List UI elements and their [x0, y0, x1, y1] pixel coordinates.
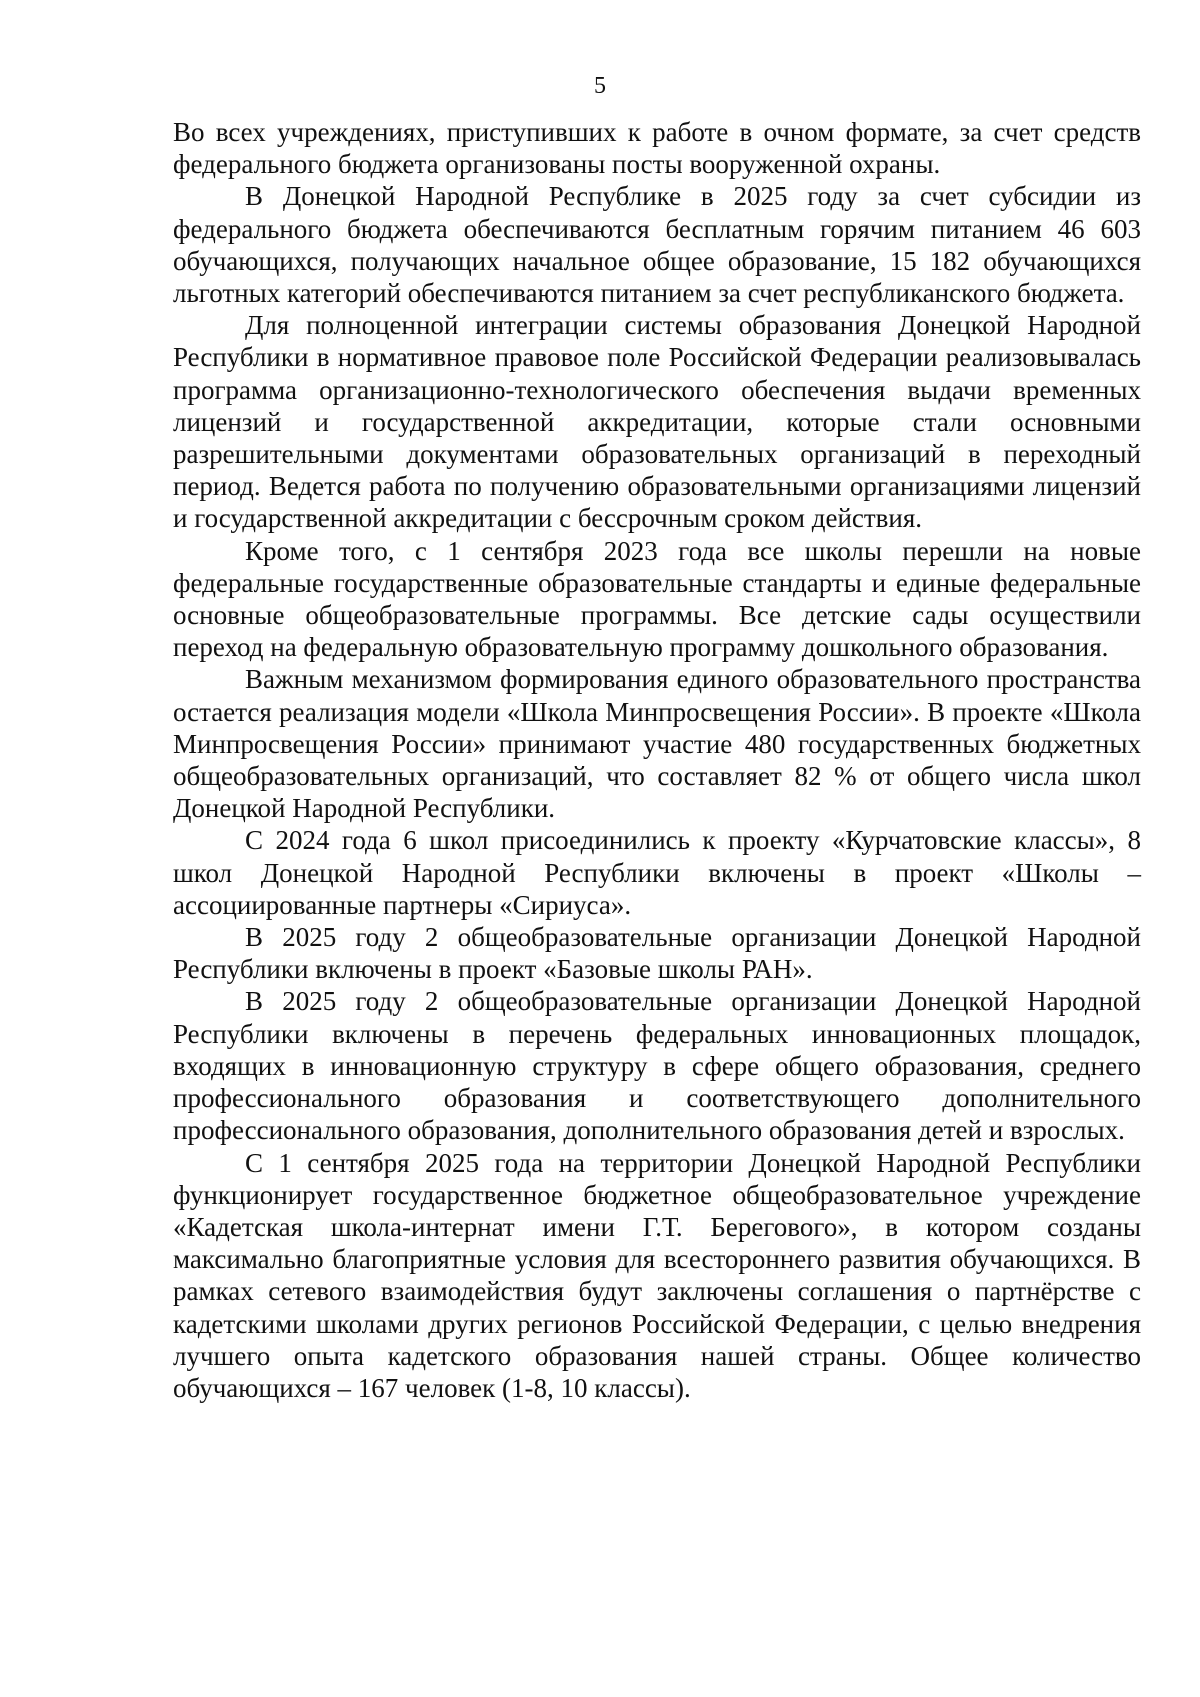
paragraph-2: В Донецкой Народной Республике в 2025 году за счет субсидии из федерального бюджета обеспечиваются бесплатным горячим питанием 46 603 обучающихся, получающих начальное общее образование, 15 182 обучающихся льготных категорий обеспечиваются питанием за счет республиканского бюджета.: [173, 181, 1141, 309]
paragraph-1: Во всех учреждениях, приступивших к работе в очном формате, за счет средств федерального бюджета организованы посты вооруженной охраны.: [173, 117, 1141, 180]
paragraph-4: Кроме того, с 1 сентября 2023 года все школы перешли на новые федеральные государственные образовательные стандарты и единые федеральные основные общеобразовательные программы. Все детские сады осуществили переход на федеральную образовательную программу дошкольного образования.: [173, 535, 1141, 663]
page-number: 5: [594, 73, 606, 99]
paragraph-6: С 2024 года 6 школ присоединились к проекту «Курчатовские классы», 8 школ Донецкой Народной Республики включены в проект «Школы – ассоциированные партнеры «Сириуса».: [173, 825, 1141, 920]
paragraph-8: В 2025 году 2 общеобразовательные организации Донецкой Народной Республики включены в перечень федеральных инновационных площадок, входящих в инновационную структуру в сфере общего образования, среднего профессионального образования и соответствующего дополнительного профессионального образования, дополнительного образования детей и взрослых.: [173, 986, 1141, 1146]
paragraph-3: Для полноценной интеграции системы образования Донецкой Народной Республики в нормативное правовое поле Российской Федерации реализовывалась программа организационно-технологического обеспечения выдачи временных лицензий и государственной аккредитации, которые стали основными разрешительными документами образовательных организаций в переходный период. Ведется работа по получению образовательными организациями лицензий и государственной аккредитации с бессрочным сроком действия.: [173, 310, 1141, 534]
paragraph-7: В 2025 году 2 общеобразовательные организации Донецкой Народной Республики включены в проект «Базовые школы РАН».: [173, 922, 1141, 985]
paragraph-5: Важным механизмом формирования единого образовательного пространства остается реализация модели «Школа Минпросвещения России». В проекте «Школа Минпросвещения России» принимают участие 480 государственных бюджетных общеобразовательных организаций, что составляет 82 % от общего числа школ Донецкой Народной Республики.: [173, 664, 1141, 824]
document-body: [173, 116, 1141, 1404]
paragraph-9: С 1 сентября 2025 года на территории Донецкой Народной Республики функционирует государственное бюджетное общеобразовательное учреждение «Кадетская школа-интернат имени Г.Т. Берегового», в котором созданы максимально благоприятные условия для всестороннего развития обучающихся. В рамках сетевого взаимодействия будут заключены соглашения о партнёрстве с кадетскими школами других регионов Российской Федерации, с целью внедрения лучшего опыта кадетского образования нашей страны. Общее количество обучающихся – 167 человек (1-8, 10 классы).: [173, 1147, 1141, 1403]
